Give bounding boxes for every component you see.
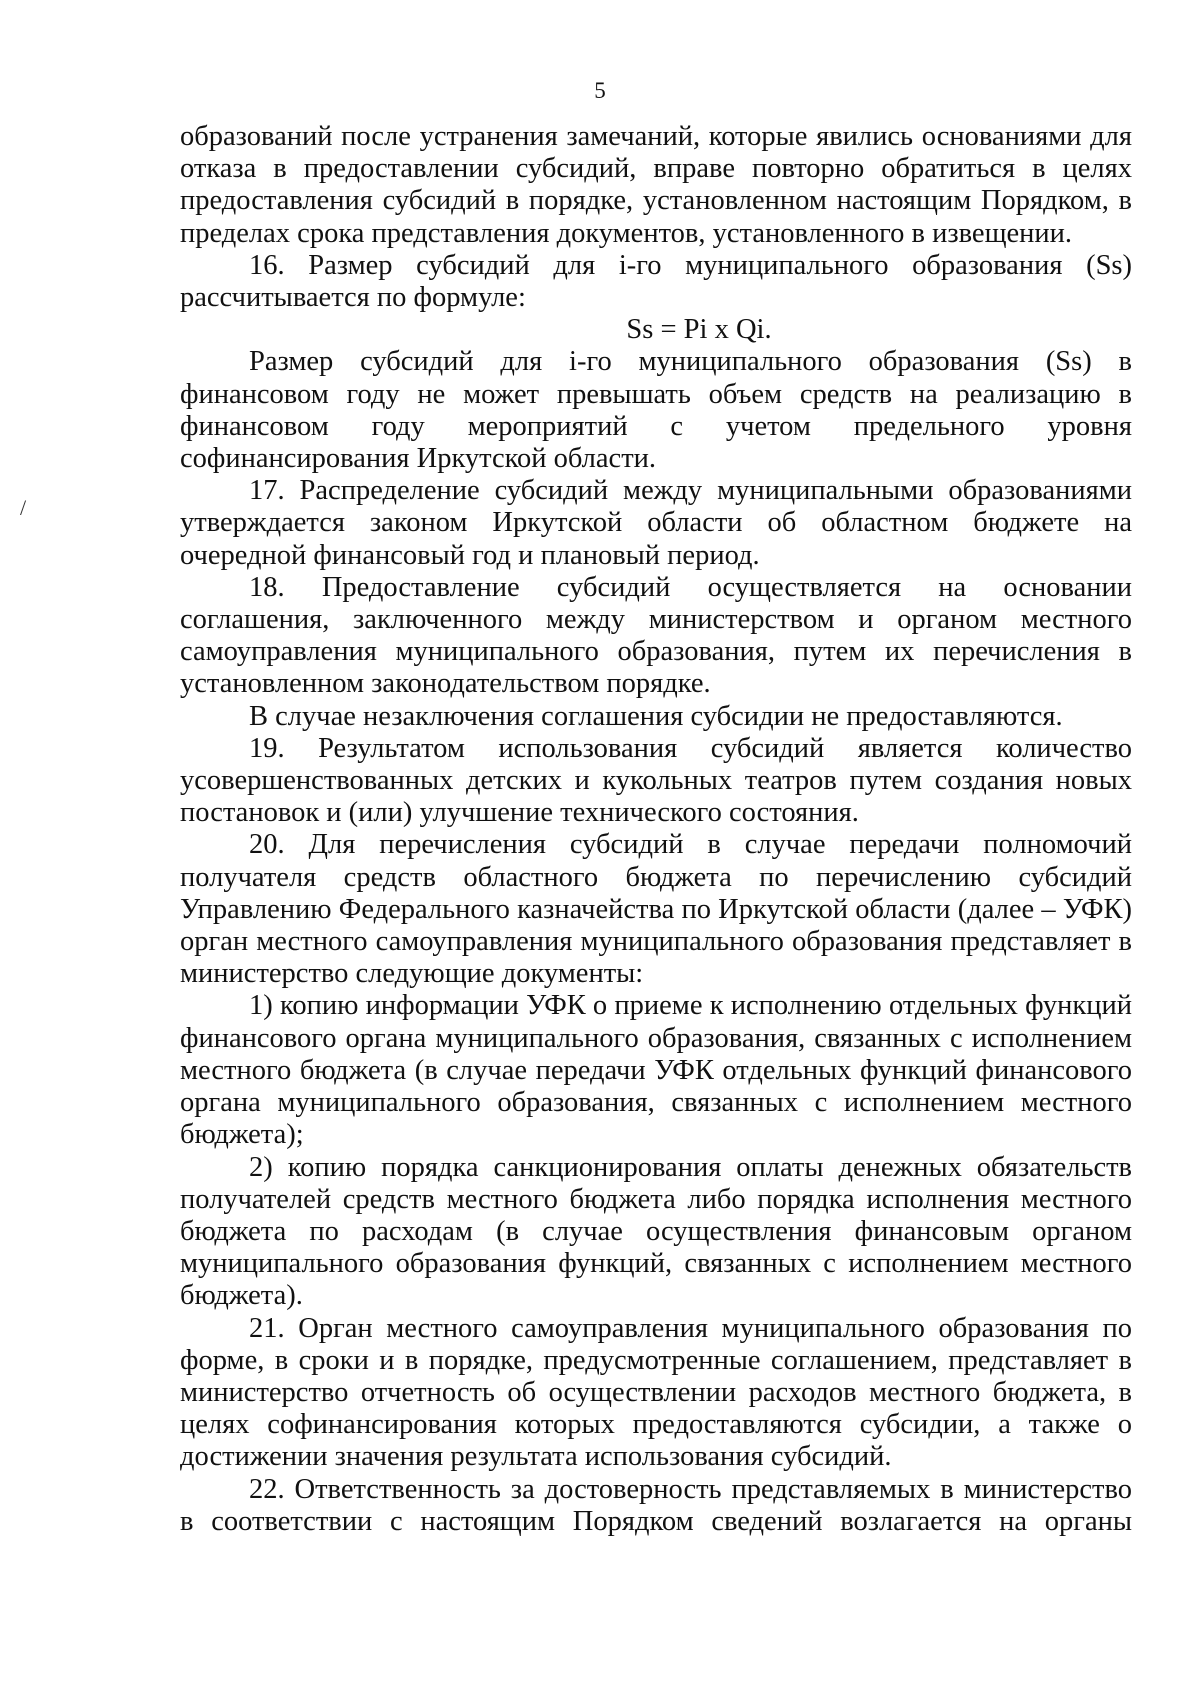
paragraph-17: 17. Распределение субсидий между муниципальными образованиями утверждается законом Иркутской области об областном бюджете на очередной финансовый год и плановый период.	[180, 475, 1132, 571]
paragraph-16: 16. Размер субсидий для i-го муниципального образования (Ss) рассчитывается по формуле:	[180, 249, 1132, 314]
paragraph-20: 20. Для перечисления субсидий в случае передачи полномочий получателя средств областного бюджета по перечислению субсидий Управлению Федерального казначейства по Иркутской области (далее – УФК) орган местного самоуправления муниципального образования представляет в министерство следующие документы:	[180, 829, 1132, 990]
paragraph-18-note: В случае незаключения соглашения субсидии не предоставляются.	[249, 700, 1063, 732]
page-number: 5	[594, 78, 606, 103]
margin-mark: /	[20, 495, 27, 520]
paragraph-20-item-2: 2) копию порядка санкционирования оплаты денежных обязательств получателей средств местного бюджета либо порядка исполнения местного бюджета по расходам (в случае осуществления финансовым органом муниципального образования функций, связанных с исполнением местного бюджета).	[180, 1151, 1132, 1312]
paragraph-18: 18. Предоставление субсидий осуществляется на основании соглашения, заключенного между министерством и органом местного самоуправления муниципального образования, путем их перечисления в установленном законодательством порядке.	[180, 571, 1132, 700]
paragraph-continuation: образований после устранения замечаний, которые явились основаниями для отказа в предоставлении субсидий, вправе повторно обратиться в целях предоставления субсидий в порядке, установленном настоящим Порядком, в пределах срока представления документов, установленного в извещении.	[180, 121, 1132, 249]
document-body	[180, 121, 1132, 1538]
paragraph-21: 21. Орган местного самоуправления муниципального образования по форме, в сроки и в порядке, предусмотренные соглашением, представляет в министерство отчетность об осуществлении расходов местного бюджета, в целях софинансирования которых предоставляются субсидии, а также о достижении значения результата использования субсидий.	[180, 1312, 1132, 1473]
paragraph-19: 19. Результатом использования субсидий является количество усовершенствованных детских и кукольных театров путем создания новых постановок и (или) улучшение технического состояния.	[180, 732, 1132, 829]
formula: Ss = Pi x Qi.	[626, 314, 772, 346]
paragraph-22: 22. Ответственность за достоверность представляемых в министерство в соответствии с настоящим Порядком сведений возлагается на органы	[180, 1473, 1132, 1537]
paragraph-20-item-1: 1) копию информации УФК о приеме к исполнению отдельных функций финансового органа муниципального образования, связанных с исполнением местного бюджета (в случае передачи УФК отдельных функций финансового органа муниципального образования, связанных с исполнением местного бюджета);	[180, 990, 1132, 1151]
paragraph-16-limit: Размер субсидий для i-го муниципального образования (Ss) в финансовом году не может превышать объем средств на реализацию в финансовом году мероприятий с учетом предельного уровня софинансирования Иркутской области.	[180, 346, 1132, 475]
